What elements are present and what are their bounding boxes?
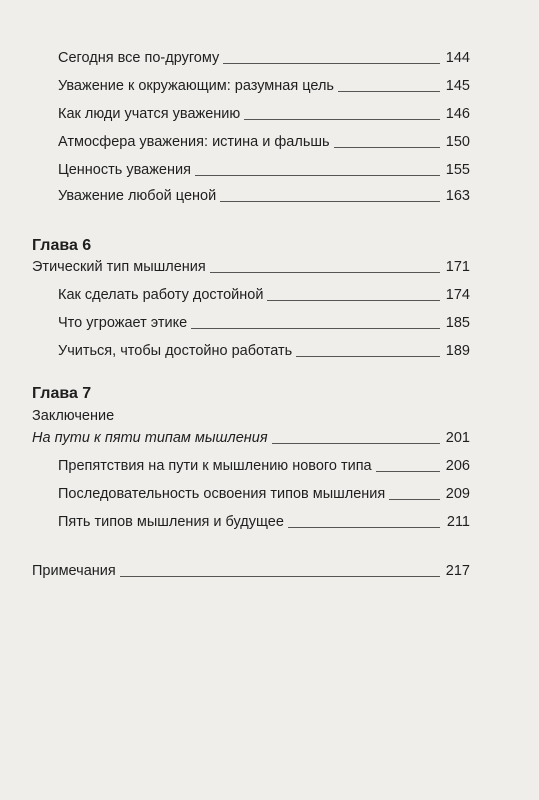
- chapter-subheading: Заключение: [32, 408, 115, 424]
- toc-entry: [58, 73, 470, 95]
- toc-entry-title: Учиться, чтобы достойно работать: [58, 343, 293, 359]
- leader-line: [376, 471, 440, 472]
- toc-entry-title: Ценность уважения: [58, 162, 191, 178]
- chapter-heading: Глава 7: [32, 385, 92, 402]
- toc-entry-title: Уважение к окружающим: разумная цель: [58, 78, 334, 94]
- toc-entry-page: 206: [445, 458, 470, 474]
- toc-entry-page: 155: [445, 162, 470, 178]
- leader-line: [338, 91, 440, 92]
- toc-entry: [58, 45, 470, 67]
- toc-entry: [58, 183, 470, 205]
- toc-entry-title: Сегодня все по-другому: [58, 50, 220, 66]
- toc-chapter-entry: [32, 254, 470, 276]
- leader-line: [195, 175, 440, 176]
- chapter-heading: Глава 6: [32, 237, 92, 254]
- leader-line: [296, 356, 440, 357]
- toc-entry-page: 146: [445, 106, 470, 122]
- toc-entry: [58, 282, 470, 304]
- leader-line: [334, 147, 440, 148]
- toc-entry-page: 145: [445, 78, 470, 94]
- toc-entry-title: Препятствия на пути к мышлению нового типа: [58, 458, 372, 474]
- toc-entry: [58, 157, 470, 179]
- leader-line: [223, 63, 440, 64]
- toc-entry: [58, 453, 470, 475]
- toc-entry-page: 144: [445, 50, 470, 66]
- leader-line: [191, 328, 440, 329]
- toc-notes-entry: [32, 558, 470, 580]
- toc-entry: [58, 129, 470, 151]
- toc-entry-page: 185: [445, 315, 470, 331]
- toc-entry-page: 150: [445, 134, 470, 150]
- leader-line: [389, 499, 440, 500]
- leader-line: [120, 576, 440, 577]
- leader-line: [244, 119, 440, 120]
- toc-entry-page: 174: [445, 287, 470, 303]
- toc-entry-title: Как сделать работу достойной: [58, 287, 264, 303]
- toc-entry-page: 209: [445, 486, 470, 502]
- toc-entry-page: 163: [445, 188, 470, 204]
- toc-chapter-entry: [32, 425, 470, 447]
- toc-entry-title: Примечания: [32, 563, 116, 579]
- toc-entry: [58, 509, 470, 531]
- leader-line: [272, 443, 440, 444]
- toc-entry-title: Последовательность освоения типов мышления: [58, 486, 386, 502]
- toc-entry-title: На пути к пяти типам мышления: [32, 430, 268, 446]
- leader-line: [210, 272, 440, 273]
- toc-entry: [58, 310, 470, 332]
- toc-entry: [58, 481, 470, 503]
- leader-line: [267, 300, 440, 301]
- toc-entry-title: Как люди учатся уважению: [58, 106, 241, 122]
- leader-line: [220, 201, 440, 202]
- toc-entry-page: 171: [445, 259, 470, 275]
- toc-entry: [58, 338, 470, 360]
- toc-entry-title: Этический тип мышления: [32, 259, 206, 275]
- toc-entry-title: Уважение любой ценой: [58, 188, 217, 204]
- toc-entry-page: 189: [445, 343, 470, 359]
- toc-entry: [58, 101, 470, 123]
- toc-entry-page: 201: [445, 430, 470, 446]
- toc-entry-page: 217: [445, 563, 470, 579]
- toc-entry-title: Что угрожает этике: [58, 315, 188, 331]
- toc-entry-title: Атмосфера уважения: истина и фальшь: [58, 134, 330, 150]
- toc-entry-page: 211: [446, 514, 470, 530]
- leader-line: [288, 527, 440, 528]
- toc-entry-title: Пять типов мышления и будущее: [58, 514, 284, 530]
